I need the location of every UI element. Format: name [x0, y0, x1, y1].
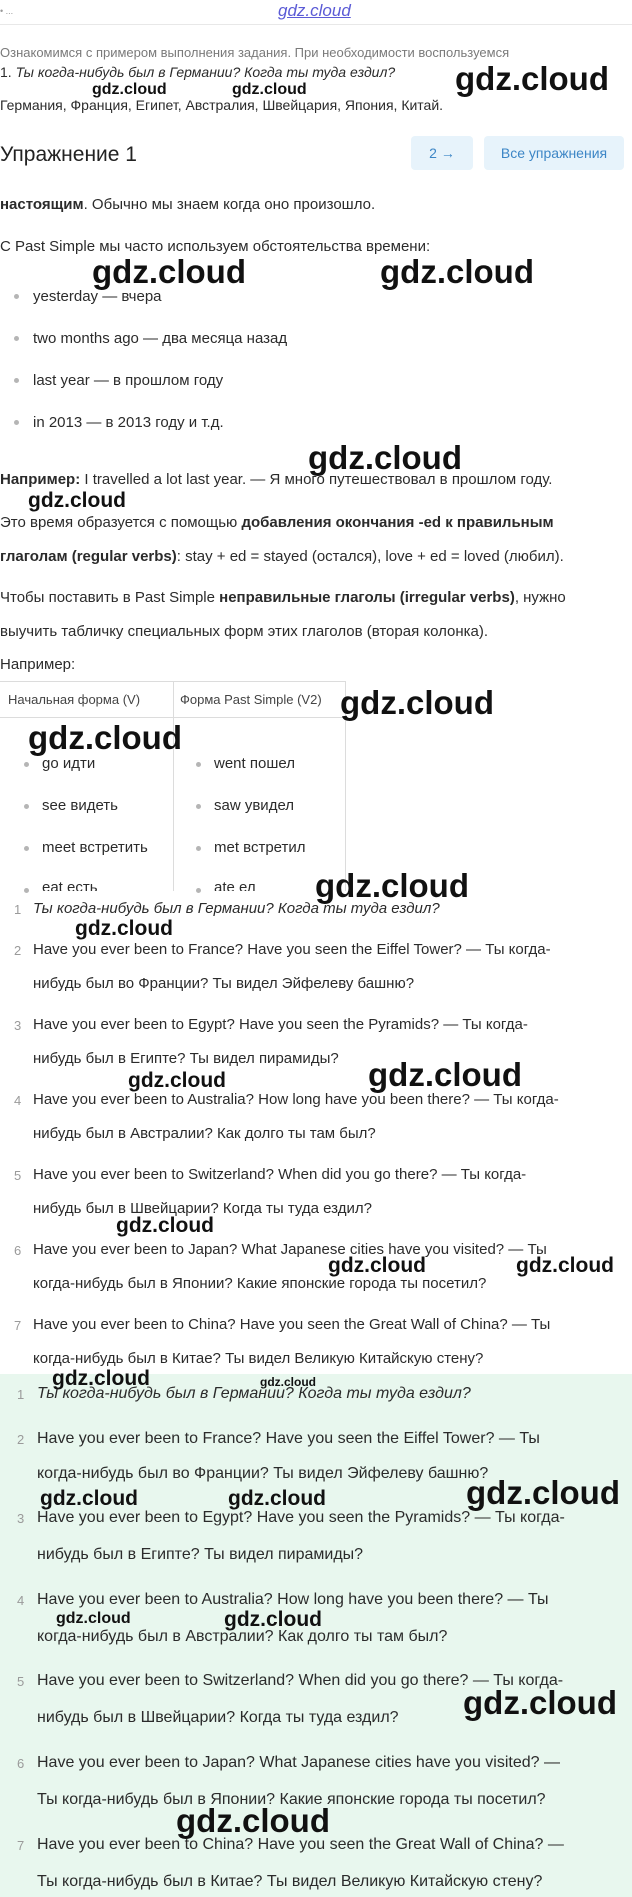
answer-6-line-1: Have you ever been to Japan? What Japanese cities have you visited? — Ты [33, 1241, 547, 1258]
watermark: gdz.cloud [455, 60, 609, 97]
verb-base-2: see видеть [42, 797, 118, 814]
intro-countries: Германия, Франция, Египет, Австралия, Швейцария, Япония, Китай. [0, 97, 444, 113]
watermark: gdz.cloud [52, 1367, 150, 1390]
bullet-icon [14, 378, 19, 383]
table-column-divider [173, 681, 174, 891]
bullet-icon [196, 888, 201, 893]
all-exercises-button[interactable]: Все упражнения [484, 136, 624, 170]
watermark: gdz.cloud [128, 1069, 226, 1092]
answer-number: 4 [17, 1593, 25, 1608]
verb-base-3: meet встретить [42, 839, 148, 856]
answer-number: 4 [14, 1093, 22, 1108]
next-exercise-button[interactable] [411, 136, 473, 170]
watermark: gdz.cloud [328, 1254, 426, 1277]
answer-5-line-1: Have you ever been to Switzerland? When did you go there? — Ты когда- [33, 1166, 527, 1183]
answer-number: 7 [14, 1318, 22, 1333]
watermark: gdz.cloud [340, 684, 494, 721]
answer-3-line-1: Have you ever been to Egypt? Have you seen the Pyramids? — Ты когда- [33, 1016, 528, 1033]
answer-number: 1 [14, 902, 22, 917]
bullet-icon [24, 762, 29, 767]
bullet-icon [196, 846, 201, 851]
rule-line-1-a: Это время образуется с помощью [0, 514, 242, 531]
answer-number: 7 [17, 1838, 25, 1853]
answer-number: 6 [14, 1243, 22, 1258]
theory-line-2: С Past Simple мы часто используем обстоятельства времени: [0, 238, 431, 255]
arrow-right-icon: → [440, 145, 455, 161]
answer-3-line-2: нибудь был в Египте? Ты видел пирамиды? [33, 1050, 339, 1067]
green-answer-4-line-2: когда-нибудь был в Австралии? Как долго ты там был? [37, 1628, 448, 1645]
answer-number: 5 [17, 1674, 25, 1689]
answer-number: 1 [17, 1387, 25, 1402]
answer-number: 3 [17, 1511, 25, 1526]
bullet-icon [24, 804, 29, 809]
watermark: gdz.cloud [75, 917, 173, 940]
example-line [0, 471, 552, 489]
rule-line-2 [0, 548, 564, 566]
bullet-icon [14, 336, 19, 341]
watermark: gdz.cloud [92, 81, 167, 98]
answer-2-line-2: нибудь был во Франции? Ты видел Эйфелеву башню? [33, 975, 415, 992]
rule-line-1-b: добавления окончания -ed к правильным [241, 514, 554, 531]
intro-question-text: Ты когда-нибудь был в Германии? Когда ты туда ездил? [15, 64, 396, 80]
example-text: I travelled a lot last year. — Я много путешествовал в прошлом году. [80, 471, 553, 488]
bullet-icon [196, 762, 201, 767]
answer-4-line-2: нибудь был в Австралии? Как долго ты там был? [33, 1125, 376, 1142]
answer-number: 3 [14, 1018, 22, 1033]
watermark: gdz.cloud [463, 1684, 617, 1721]
answer-number: 5 [14, 1168, 22, 1183]
bullet-icon [14, 294, 19, 299]
watermark: gdz.cloud [260, 1375, 316, 1389]
time-marker-3: last year — в прошлом году [33, 372, 224, 389]
answer-1-line-1: Ты когда-нибудь был в Германии? Когда ты туда ездил? [33, 900, 440, 917]
irregular-line-1-b: неправильные глаголы (irregular verbs) [219, 589, 515, 606]
bullet-icon [14, 420, 19, 425]
green-answer-3-line-1: Have you ever been to Egypt? Have you seen the Pyramids? — Ты когда- [37, 1509, 565, 1526]
irregular-line-1-c: , нужно [514, 589, 566, 606]
irregular-line-1-a: Чтобы поставить в Past Simple [0, 589, 220, 606]
answer-7-line-2: когда-нибудь был в Китае? Ты видел Великую Китайскую стену? [33, 1350, 484, 1367]
watermark: gdz.cloud [380, 253, 534, 290]
green-answer-6-line-2: Ты когда-нибудь был в Японии? Какие японские города ты посетил? [37, 1791, 546, 1808]
header-divider [0, 24, 632, 25]
green-answer-1-line-1: Ты когда-нибудь был в Германии? Когда ты туда ездил? [37, 1385, 471, 1402]
irregular-line-2: выучить табличку специальных форм этих глаголов (вторая колонка). [0, 623, 489, 640]
time-marker-2: two months ago — два месяца назад [33, 330, 288, 347]
green-answer-7-line-2: Ты когда-нибудь был в Китае? Ты видел Великую Китайскую стену? [37, 1873, 543, 1890]
answer-number: 2 [17, 1432, 25, 1447]
example-label: Например: [0, 471, 81, 488]
watermark: gdz.cloud [315, 867, 469, 904]
watermark: gdz.cloud [40, 1487, 138, 1510]
answer-5-line-2: нибудь был в Швейцарии? Когда ты туда ездил? [33, 1200, 372, 1217]
exercise-title: Упражнение 1 [0, 143, 137, 166]
green-answer-6-line-1: Have you ever been to Japan? What Japanese cities have you visited? — [37, 1754, 560, 1771]
bullet-icon [24, 846, 29, 851]
green-answer-2-line-2: когда-нибудь был во Франции? Ты видел Эйфелеву башню? [37, 1465, 489, 1482]
watermark: gdz.cloud [466, 1474, 620, 1511]
bullet-icon [196, 804, 201, 809]
answer-2-line-1: Have you ever been to France? Have you seen the Eiffel Tower? — Ты когда- [33, 941, 551, 958]
watermark: gdz.cloud [228, 1487, 326, 1510]
rule-line-2-a: глаголам (regular verbs) [0, 548, 177, 565]
watermark: gdz.cloud [28, 719, 182, 756]
irregular-line-1 [0, 589, 566, 607]
for-example-label: Например: [0, 656, 76, 673]
time-marker-1: yesterday — вчера [33, 288, 162, 305]
watermark: gdz.cloud [116, 1214, 214, 1237]
answer-number: 2 [14, 943, 22, 958]
next-exercise-label: 2 [429, 145, 437, 161]
green-answer-5-line-2: нибудь был в Швейцарии? Когда ты туда ездил? [37, 1709, 399, 1726]
verb-past-4: ate ел [214, 879, 256, 891]
answer-number: 6 [17, 1756, 25, 1771]
answer-4-line-1: Have you ever been to Australia? How long have you been there? — Ты когда- [33, 1091, 559, 1108]
watermark: gdz.cloud [308, 439, 462, 476]
rule-line-1 [0, 514, 554, 532]
green-answer-4-line-1: Have you ever been to Australia? How long have you been there? — Ты [37, 1591, 549, 1608]
table-header-past: Форма Past Simple (V2) [180, 692, 322, 707]
verb-base-4: eat есть [42, 879, 98, 891]
watermark: gdz.cloud [28, 489, 126, 512]
theory-line-1-bold: настоящим [0, 196, 84, 213]
watermark: gdz.cloud [176, 1802, 330, 1839]
verb-past-2: saw увидел [214, 797, 295, 814]
intro-question-num: 1. [0, 64, 12, 80]
table-header-base: Начальная форма (V) [8, 692, 141, 707]
answer-6-line-2: когда-нибудь был в Японии? Какие японские города ты посетил? [33, 1275, 487, 1292]
green-answer-5-line-1: Have you ever been to Switzerland? When did you go there? — Ты когда- [37, 1672, 564, 1689]
green-answer-2-line-1: Have you ever been to France? Have you seen the Eiffel Tower? — Ты [37, 1430, 540, 1447]
time-marker-4: in 2013 — в 2013 году и т.д. [33, 414, 224, 431]
verb-past-1: went пошел [214, 755, 295, 772]
watermark: gdz.cloud [56, 1610, 131, 1627]
watermark: gdz.cloud [224, 1608, 322, 1631]
green-answer-7-line-1: Have you ever been to China? Have you seen the Great Wall of China? — [37, 1836, 564, 1853]
header-menu-text[interactable]: • ... [0, 6, 14, 16]
watermark: gdz.cloud [516, 1254, 614, 1277]
intro-question [0, 63, 395, 81]
theory-line-1 [0, 196, 375, 214]
green-answer-3-line-2: нибудь был в Египте? Ты видел пирамиды? [37, 1546, 364, 1563]
site-logo[interactable]: gdz.cloud [278, 1, 351, 20]
watermark: gdz.cloud [232, 81, 307, 98]
verb-past-3: met встретил [214, 839, 306, 856]
rule-line-2-b: : stay + ed = stayed (остался), love + ed = loved (любил). [176, 548, 564, 565]
intro-text: Ознакомимся с примером выполнения задания. При необходимости воспользуемся [0, 45, 510, 60]
theory-line-1-rest: . Обычно мы знаем когда оно произошло. [83, 196, 376, 213]
watermark: gdz.cloud [368, 1056, 522, 1093]
watermark: gdz.cloud [92, 253, 246, 290]
bullet-icon [24, 888, 29, 893]
verb-base-1: go идти [42, 755, 96, 772]
answer-7-line-1: Have you ever been to China? Have you seen the Great Wall of China? — Ты [33, 1316, 551, 1333]
